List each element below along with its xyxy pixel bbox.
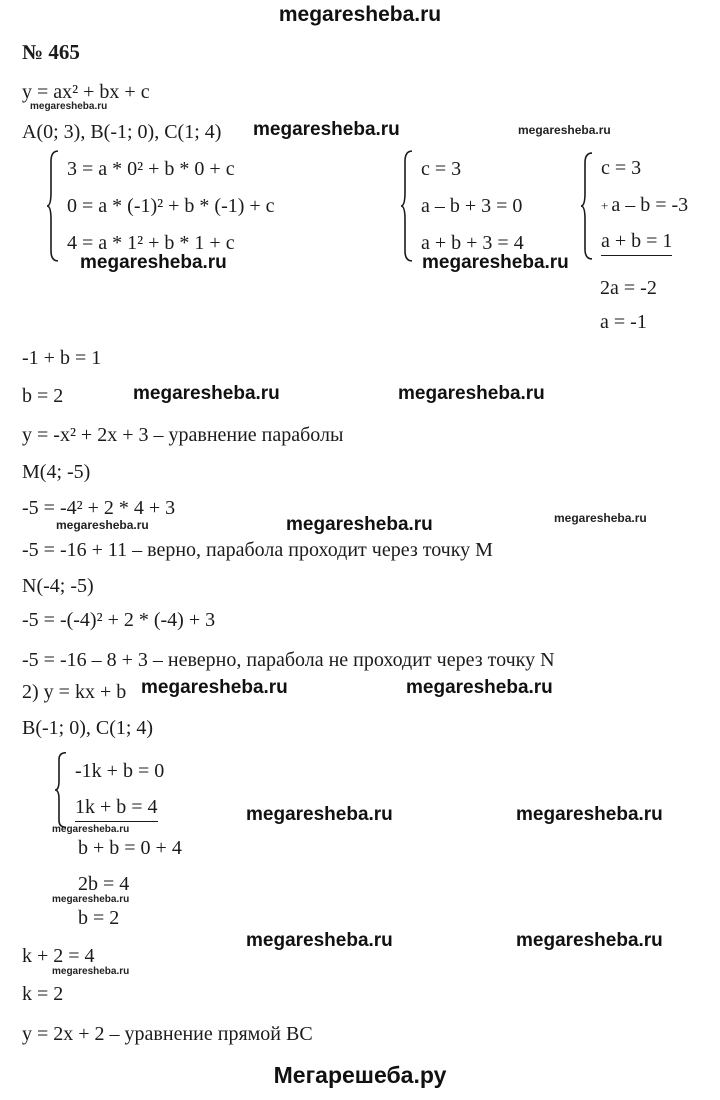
system-brace: [46, 150, 60, 262]
solve-b-step1: -1 + b = 1: [22, 347, 102, 369]
system3-line2-text: a – b = -3: [611, 194, 689, 216]
system-brace: [54, 752, 68, 828]
site-watermark: megaresheba.ru: [56, 518, 149, 532]
system1-line2: 0 = a * (-1)² + b * (-1) + c: [67, 194, 275, 217]
system-brace: [580, 152, 594, 260]
part2-b-step1: b + b = 0 + 4: [78, 837, 182, 859]
part2-k-step2: k = 2: [22, 983, 64, 1005]
system-brace: [400, 150, 414, 262]
system3-line3: [601, 224, 688, 261]
site-watermark: megaresheba.ru: [30, 101, 108, 112]
line-equation-result: y = 2x + 2 – уравнение прямой BC: [22, 1023, 313, 1045]
solve-a-step2: a = -1: [600, 311, 647, 333]
system1-line1: 3 = a * 0² + b * 0 + c: [67, 157, 235, 180]
solve-b-step2: b = 2: [22, 385, 64, 407]
m-check-1: -5 = -4² + 2 * 4 + 3: [22, 497, 176, 519]
problem-number: № 465: [22, 40, 80, 64]
site-watermark: megaresheba.ru: [141, 677, 288, 698]
system-1: [46, 150, 275, 262]
site-watermark: megaresheba.ru: [52, 894, 130, 905]
system-4: [54, 752, 164, 828]
system3-line2: [601, 187, 688, 224]
system4-line1: -1k + b = 0: [75, 759, 165, 782]
part2-b-step2: 2b = 4: [78, 873, 130, 895]
system-3: [580, 150, 688, 261]
solve-a-step1: 2a = -2: [600, 277, 657, 299]
site-watermark: megaresheba.ru: [253, 119, 400, 140]
part2-b-step3: b = 2: [78, 907, 120, 929]
system3-line3-text: a + b = 1: [601, 230, 672, 256]
system4-line2-text: 1k + b = 4: [75, 796, 158, 822]
m-check-2: -5 = -16 + 11 – верно, парабола проходит через точку M: [22, 539, 493, 561]
system-2: [400, 150, 524, 262]
system2-line1: c = 3: [421, 157, 462, 180]
site-watermark: megaresheba.ru: [246, 930, 393, 951]
system3-line1: c = 3: [601, 157, 642, 179]
system2-line2: a – b + 3 = 0: [421, 194, 523, 217]
site-watermark-header: megaresheba.ru: [278, 3, 442, 26]
site-watermark: megaresheba.ru: [406, 677, 553, 698]
add-equations-plus: +: [601, 197, 609, 213]
parabola-equation: y = -x² + 2x + 3 – уравнение параболы: [22, 424, 344, 446]
site-watermark: megaresheba.ru: [422, 252, 569, 273]
part2-heading: 2) y = kx + b: [22, 681, 127, 703]
system2-line3: a + b + 3 = 4: [421, 231, 524, 254]
site-watermark: megaresheba.ru: [286, 514, 433, 535]
point-n: N(-4; -5): [22, 575, 94, 597]
general-equation: y = ax² + bx + c: [22, 81, 150, 103]
point-m: M(4; -5): [22, 461, 91, 483]
site-watermark: megaresheba.ru: [554, 511, 647, 525]
site-watermark: megaresheba.ru: [398, 383, 545, 404]
site-watermark: megaresheba.ru: [516, 930, 663, 951]
n-check-1: -5 = -(-4)² + 2 * (-4) + 3: [22, 609, 216, 631]
site-watermark: megaresheba.ru: [518, 123, 611, 137]
site-watermark: megaresheba.ru: [52, 966, 130, 977]
part2-k-step1: k + 2 = 4: [22, 945, 95, 967]
points-bc: B(-1; 0), C(1; 4): [22, 717, 154, 739]
site-watermark: megaresheba.ru: [133, 383, 280, 404]
n-check-2: -5 = -16 – 8 + 3 – неверно, парабола не проходит через точку N: [22, 649, 555, 671]
site-watermark: megaresheba.ru: [246, 804, 393, 825]
points-abc: A(0; 3), B(-1; 0), C(1; 4): [22, 121, 222, 143]
site-title-footer: Мегарешеба.ру: [273, 1062, 447, 1088]
system4-line2: [75, 790, 164, 828]
system1-line3: 4 = a * 1² + b * 1 + c: [67, 231, 235, 254]
site-watermark: megaresheba.ru: [80, 252, 227, 273]
site-watermark: megaresheba.ru: [52, 824, 130, 835]
site-watermark: megaresheba.ru: [516, 804, 663, 825]
